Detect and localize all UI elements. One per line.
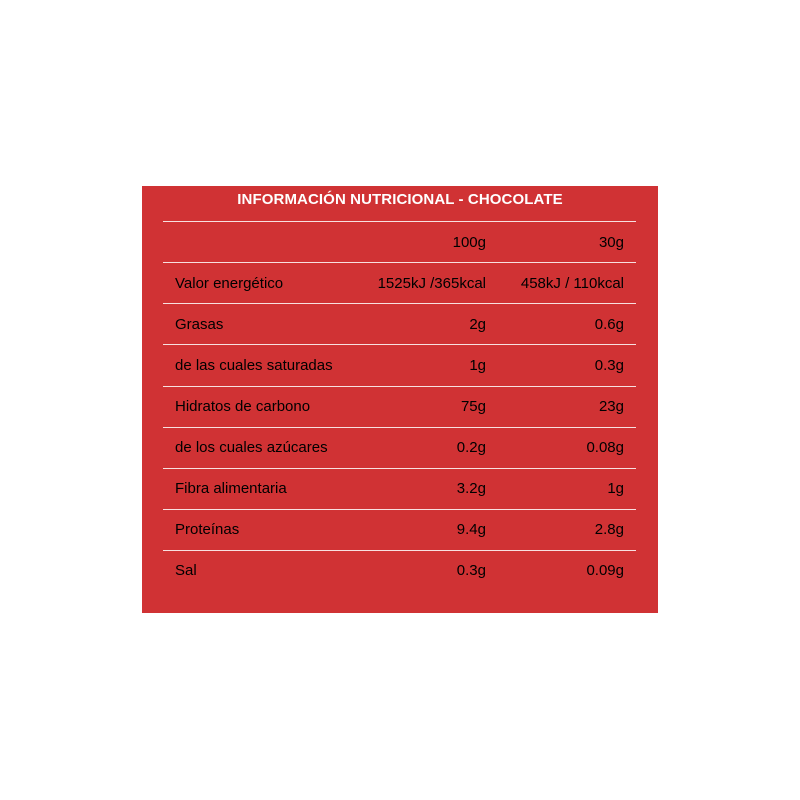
row-value-30g: 0.08g bbox=[586, 439, 624, 456]
row-label: de las cuales saturadas bbox=[175, 357, 333, 374]
table-row bbox=[163, 550, 636, 591]
row-value-100g: 75g bbox=[460, 398, 486, 415]
table-row bbox=[163, 304, 636, 345]
panel-title: INFORMACIÓN NUTRICIONAL - CHOCOLATE bbox=[237, 191, 563, 208]
row-value-100g: 2g bbox=[469, 316, 486, 333]
row-label: Fibra alimentaria bbox=[175, 480, 287, 497]
table-row bbox=[163, 509, 636, 550]
header-per-100g: 100g bbox=[452, 234, 486, 251]
table-row bbox=[163, 386, 636, 427]
row-value-100g: 1g bbox=[469, 357, 486, 374]
row-value-100g: 0.2g bbox=[456, 439, 486, 456]
row-value-30g: 0.09g bbox=[586, 562, 624, 579]
row-label: de los cuales azúcares bbox=[175, 439, 328, 456]
table-header-row bbox=[163, 222, 636, 263]
row-value-30g: 0.6g bbox=[594, 316, 624, 333]
row-value-100g: 3.2g bbox=[456, 480, 486, 497]
header-per-30g: 30g bbox=[598, 234, 624, 251]
row-value-100g: 9.4g bbox=[456, 521, 486, 538]
row-label: Hidratos de carbono bbox=[175, 398, 311, 415]
row-label: Valor energético bbox=[175, 275, 284, 292]
row-value-30g: 1g bbox=[607, 480, 624, 497]
row-value-30g: 0.3g bbox=[594, 357, 624, 374]
row-value-100g: 0.3g bbox=[456, 562, 486, 579]
table-row bbox=[163, 468, 636, 509]
row-label: Proteínas bbox=[175, 521, 240, 538]
row-value-30g: 2.8g bbox=[594, 521, 624, 538]
row-value-100g: 1525kJ /365kcal bbox=[377, 275, 486, 292]
row-value-30g: 23g bbox=[598, 398, 624, 415]
row-value-30g: 458kJ / 110kcal bbox=[520, 275, 624, 292]
table-row bbox=[163, 345, 636, 386]
row-label: Grasas bbox=[175, 316, 224, 333]
row-label: Sal bbox=[175, 562, 197, 579]
table-row bbox=[163, 427, 636, 468]
table-row bbox=[163, 263, 636, 304]
